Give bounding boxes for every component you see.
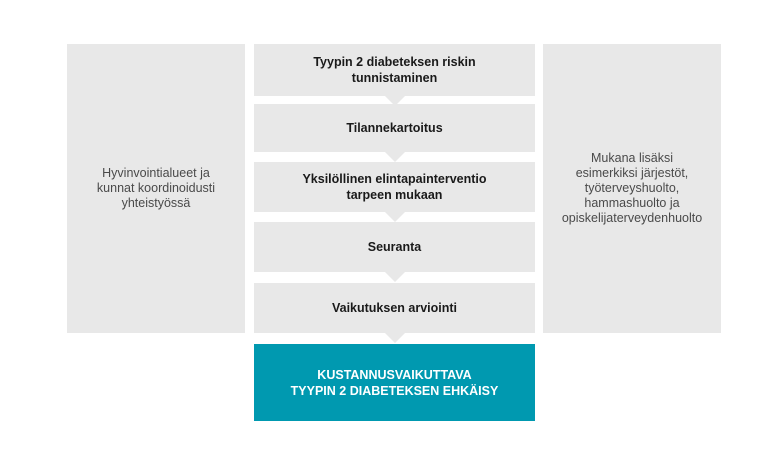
step-lifestyle-intervention	[254, 162, 535, 212]
step-label: Seuranta	[367, 240, 422, 254]
step-follow-up	[254, 222, 535, 272]
right-side-panel	[543, 44, 721, 333]
step-impact-evaluation	[254, 283, 535, 333]
step-situation-assessment	[254, 104, 535, 152]
left-panel-text: Hyvinvointialueet ja kunnat koordinoidusti yhteistyössä	[96, 166, 216, 210]
step-label: Tyypin 2 diabeteksen riskin tunnistaminen	[313, 55, 476, 85]
step-label: Vaikutuksen arviointi	[331, 301, 458, 315]
step-risk-identification	[254, 44, 535, 96]
right-panel-text: Mukana lisäksi esimerkiksi järjestöt, työterveyshuolto, hammashuolto ja opiskelijaterveydenhuolto	[561, 151, 703, 225]
step-label: Tilannekartoitus	[346, 121, 443, 135]
step-label: Yksilöllinen elintapainterventio tarpeen mukaan	[302, 172, 487, 202]
left-side-panel	[67, 44, 245, 333]
outcome-box	[254, 344, 535, 421]
outcome-label: KUSTANNUSVAIKUTTAVA TYYPIN 2 DIABETEKSEN EHKÄISY	[290, 367, 499, 398]
